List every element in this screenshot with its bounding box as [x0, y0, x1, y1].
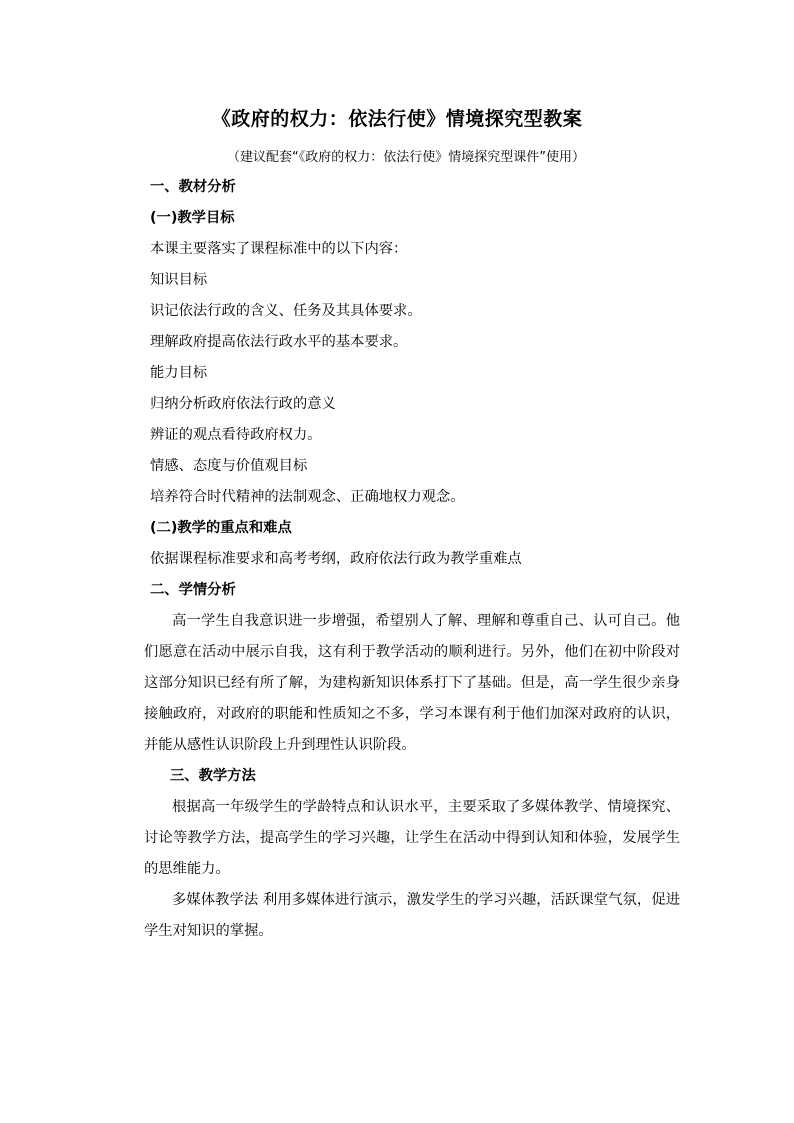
document-body: [144, 172, 680, 947]
goals-intro: 本课主要落实了课程标准中的以下内容：: [150, 241, 408, 257]
ability-goal-item: 归纳分析政府依法行政的意义: [150, 396, 336, 412]
emotion-goal-label: 情感、态度与价值观目标: [150, 458, 308, 474]
emotion-goal-item: 培养符合时代精神的法制观念、正确地权力观念。: [150, 489, 465, 505]
subsection-heading-teaching-goals: (一)教学目标: [150, 210, 235, 226]
teaching-method-paragraph: 根据高一年级学生的学龄特点和认识水平，主要采取了多媒体教学、情境探究、讨论等教学方法，提高学生的学习兴趣，让学生在活动中得到认知和体验，发展学生的思维能力。: [144, 799, 680, 877]
knowledge-goal-label: 知识目标: [150, 272, 208, 288]
section-heading-student-analysis: 二、学情分析: [150, 582, 236, 598]
student-analysis-paragraph: 高一学生自我意识进一步增强，希望别人了解、理解和尊重自己、认可自己。他们愿意在活动中展示自我，这有利于教学活动的顺利进行。另外，他们在初中阶段对这部分知识已经有所了解，为建构新知识体系打下了基础。但是，高一学生很少亲身接触政府，对政府的职能和性质知之不多，学习本课有利于他们加深对政府的认识，并能从感性认识阶段上升到理性认识阶段。: [144, 613, 680, 753]
section-heading-teaching-method: 三、教学方法: [170, 768, 256, 784]
document-subtitle: （建议配套“《政府的权力：依法行使》情境探究型课件”使用）: [227, 150, 585, 165]
key-points-text: 依据课程标准要求和高考考纲，政府依法行政为教学重难点: [150, 551, 522, 567]
knowledge-goal-item: 理解政府提高依法行政水平的基本要求。: [150, 334, 408, 350]
document-title: 《政府的权力：依法行使》情境探究型教案: [211, 108, 583, 130]
knowledge-goal-item: 识记依法行政的含义、任务及其具体要求。: [150, 303, 422, 319]
multimedia-method-paragraph: 多媒体教学法 利用多媒体进行演示，激发学生的学习兴趣，活跃课堂气氛，促进学生对知识的掌握。: [144, 892, 680, 939]
section-heading-textbook-analysis: 一、教材分析: [150, 179, 236, 195]
ability-goal-item: 辨证的观点看待政府权力。: [150, 427, 322, 443]
ability-goal-label: 能力目标: [150, 365, 208, 381]
subsection-heading-key-points: (二)教学的重点和难点: [150, 520, 292, 536]
